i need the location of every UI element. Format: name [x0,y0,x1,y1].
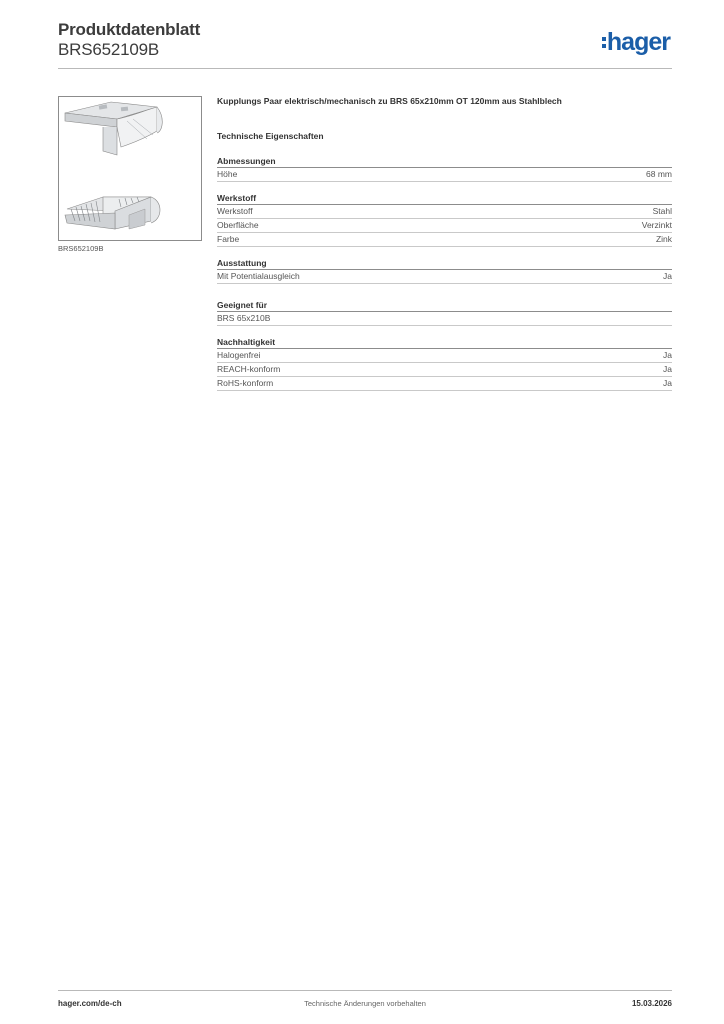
spec-group-dimensions [217,156,672,182]
spec-row [217,377,672,391]
spec-row [217,349,672,363]
logo-text: hager [606,28,670,56]
spec-group-title: Werkstoff [217,193,672,205]
spec-group-title: Nachhaltigkeit [217,337,672,349]
product-details [217,96,672,391]
spec-group-title: Ausstattung [217,258,672,270]
product-image [58,96,202,241]
spec-group-equipment [217,258,672,284]
document-title: Produktdatenblatt [58,20,201,39]
product-number: BRS652109B [58,40,160,59]
spec-value: Zink [655,234,672,244]
footer-notice: Technische Änderungen vorbehalten [304,999,426,1008]
spec-group-title: Abmessungen [217,156,672,168]
page-footer [58,990,672,1011]
spec-value: Ja [663,271,672,281]
spec-value: Stahl [652,206,672,216]
spec-row [217,312,672,326]
spec-value: Ja [663,378,672,388]
spec-value: Ja [663,350,672,360]
image-caption: BRS652109B [58,244,104,253]
product-description: Kupplungs Paar elektrisch/mechanisch zu BRS 65x210mm OT 120mm aus Stahlblech [217,96,562,106]
spec-group-suitable-for [217,300,672,326]
spec-label: Werkstoff [217,206,253,216]
spec-label: Halogenfrei [217,350,261,360]
footer-website-link[interactable]: hager.com/de-ch [58,999,122,1008]
spec-row [217,219,672,233]
spec-row [217,205,672,219]
spec-value: Verzinkt [641,220,672,230]
spec-label: Oberfläche [217,220,259,230]
spec-row [217,168,672,182]
spec-label: Farbe [217,234,240,244]
specs-heading: Technische Eigenschaften [217,131,324,141]
spec-label: BRS 65x210B [217,313,271,323]
spec-value: 68 mm [646,169,672,179]
spec-row [217,233,672,247]
spec-group-sustainability [217,337,672,391]
page-header [58,20,672,69]
spec-label: Höhe [217,169,238,179]
spec-row [217,270,672,284]
spec-value: Ja [663,364,672,374]
spec-group-title: Geeignet für [217,300,672,312]
hager-logo [602,29,670,55]
footer-date: 15.03.2026 [631,999,672,1008]
spec-group-material [217,193,672,247]
spec-label: Mit Potentialausgleich [217,271,300,281]
spec-label: RoHS-konform [217,378,274,388]
spec-row [217,363,672,377]
coupling-drawing-icon [59,97,201,240]
spec-label: REACH-konform [217,364,281,374]
logo-dots-icon [602,37,606,48]
